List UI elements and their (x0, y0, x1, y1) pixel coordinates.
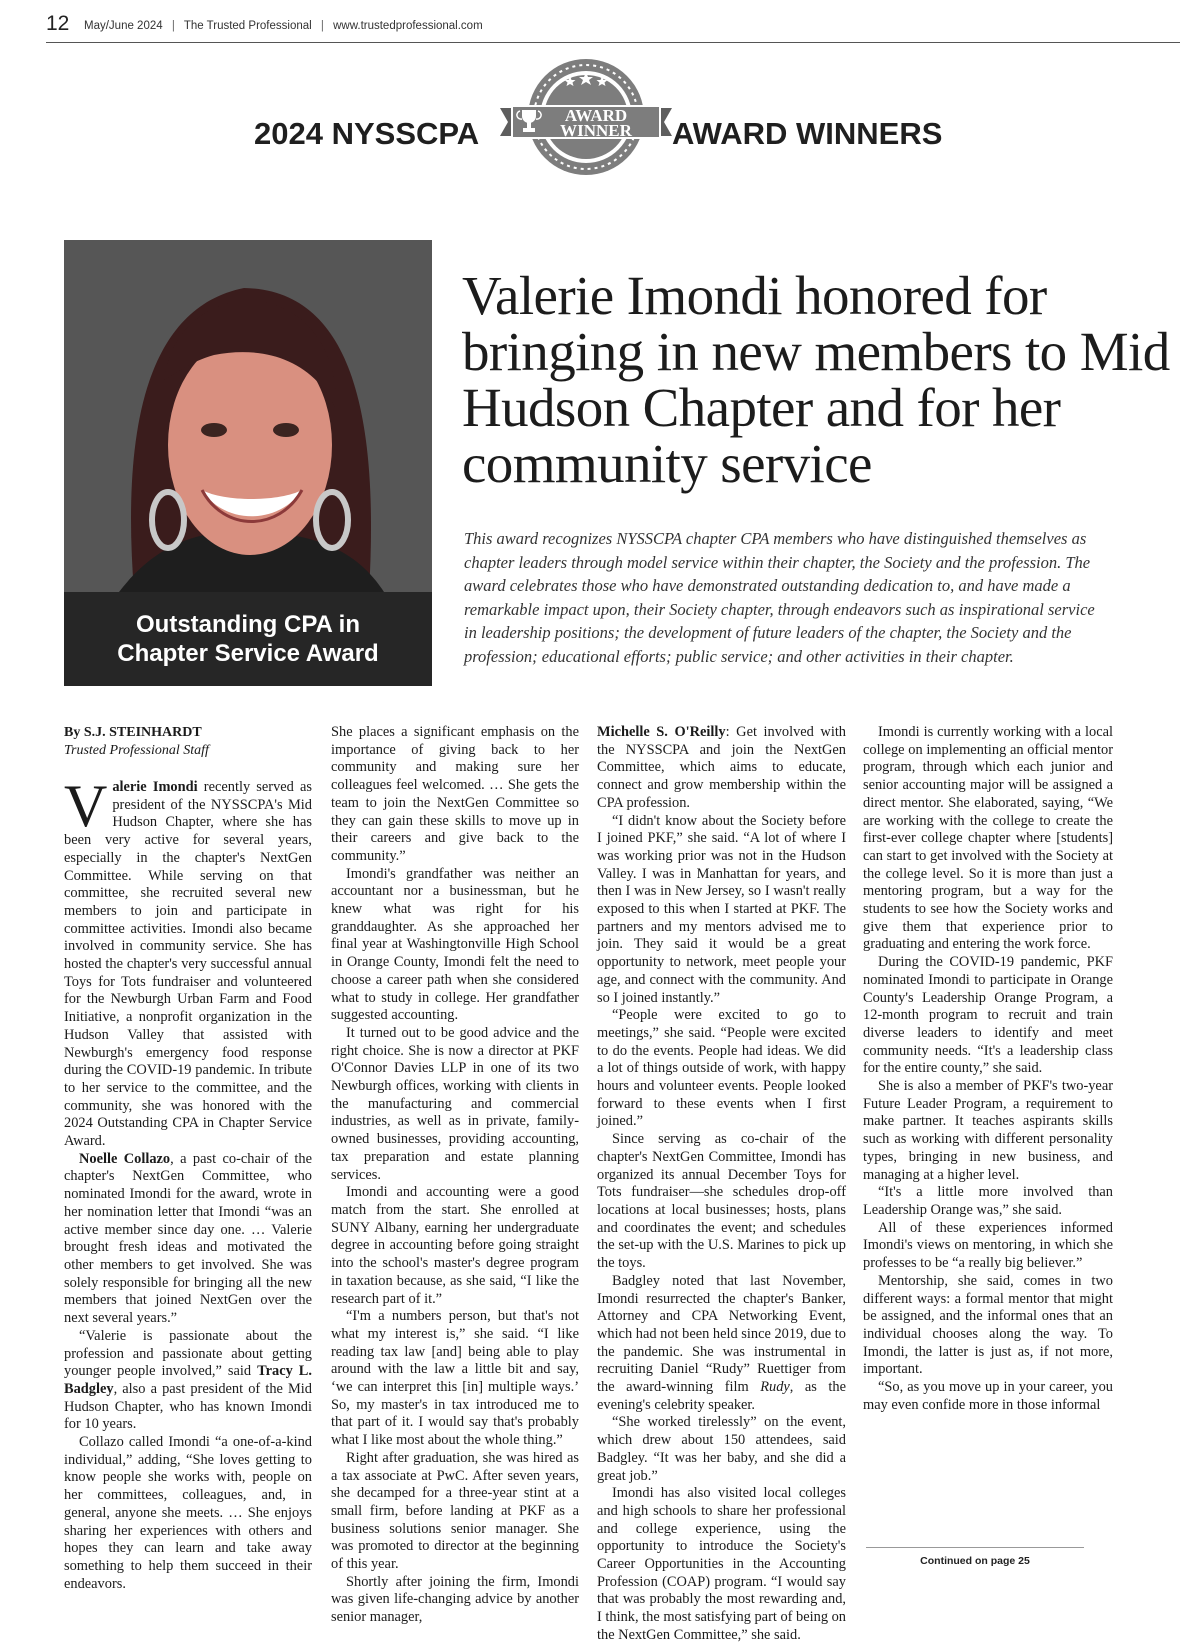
article-paragraph: Imondi is currently working with a local college on implementing an official mentor program, through which each junior and senior accounting major will be assigned a direct mentor. She elaborated, saying, “We are working with the college to create the first-ever college chapter where [students] can start to get involved with the Society at the college level. So it is more than just a mentoring program, but a way for the students to see how the Society works and give them that experience prior to graduating and entering the work force. (863, 724, 1113, 953)
byline (64, 724, 314, 760)
banner-left-text: 2024 NYSSCPA (254, 116, 480, 151)
article-paragraph: “So, as you move up in your career, you may even confide more in those informal (863, 1379, 1113, 1413)
continued-notice[interactable]: Continued on page 25 (920, 1555, 1030, 1567)
article-column-2 (331, 724, 579, 1626)
website-link[interactable]: www.trustedprofessional.com (333, 20, 483, 32)
award-caption (64, 592, 432, 686)
article-paragraph: “It's a little more involved than Leadership Orange was,” she said. (863, 1184, 1113, 1218)
badge-line1: AWARD (564, 106, 628, 125)
award-banner (0, 58, 1200, 176)
badge-line2: WINNER (560, 121, 632, 140)
publication-name: The Trusted Professional (183, 20, 312, 32)
article-paragraph: “I'm a numbers person, but that's not what my interest is,” she said. “I like reading tax law [and] being able to play around with the law a little bit and say, ‘we can interpret this [in] multiple ways.’ So, my master's in tax introduced me to that part of it. I would say that's probably what I like most about the whole thing.” (331, 1308, 579, 1449)
drop-cap: V (64, 773, 108, 839)
article-paragraph: She places a significant emphasis on the importance of giving back to her community and making sure her colleagues feel welcomed. … She gets the team to join the NextGen Committee so they can gain these skills to move up in their careers and give back to the community.” (331, 724, 579, 864)
article-paragraph: It turned out to be good advice and the right choice. She is now a director at PKF O'Connor Davies LLP in one of its two Newburgh offices, working with clients in the manufacturing and commercial industries, as well as in private, family-owned businesses, providing accounting, tax preparation and estate planning services. (331, 1024, 579, 1183)
article-paragraph: Imondi and accounting were a good match from the start. She enrolled at SUNY Albany, earning her undergraduate degree in accounting before going straight into the school's master's degree program in taxation because, as she said, “I like the research part of it.” (331, 1184, 579, 1307)
article-paragraph: “She worked tirelessly” on the event, which drew about 150 attendees, said Badgley. “It was her baby, and she did a great job.” (597, 1414, 846, 1484)
issue-date: May/June 2024 (84, 20, 163, 32)
continued-divider (866, 1547, 1084, 1548)
portrait-illustration (64, 240, 432, 592)
award-winner-badge (500, 58, 672, 176)
article-paragraph: Valerie Imondi recently served as president of the NYSSCPA's Mid Hudson Chapter, where she has been very active for several years, especially in the chapter's NextGen Committee. While serving on that committee, she recruited several new members to join and participate in committee activities. Imondi also became involved in community service. She has hosted the chapter's very successful annual Toys for Tots fundraiser and volunteered for the Newburgh Urban Farm and Food Initiative, a nonprofit organization in the Hudson Valley that assisted with Newburgh's emergency food response during the COVID-19 pandemic. In tribute to her service to the committee, and the community, she was honored with the 2024 Outstanding CPA in Chapter Service Award. (64, 773, 312, 1150)
folio-separator: | (320, 20, 324, 32)
article-paragraph: Shortly after joining the firm, Imondi was given life-changing advice by another senior manager, (331, 1573, 579, 1626)
article-headline: Valerie Imondi honored for bringing in new members to Mid Hudson Chapter and for her community service (462, 265, 1170, 494)
article-paragraph: All of these experiences informed Imondi's views on mentoring, in which she professes to be “a really big believer.” (863, 1219, 1113, 1272)
page-folio (46, 14, 1180, 43)
article-paragraph: Michelle S. O'Reilly: Get involved with the NYSSCPA and join the NextGen Committee, which aims to educate, connect and grow membership within the CPA profession. (597, 724, 847, 811)
article-paragraph: Noelle Collazo, a past co-chair of the chapter's NextGen Committee, who nominated Imondi for the award, wrote in her nomination letter that Imondi “was an active member since day one. … Valerie brought fresh ideas and motivated the other members to get involved. She was solely responsible for bringing all the new members that joined NextGen over the next several years.” (64, 1150, 312, 1327)
article-paragraph: Imondi has also visited local colleges and high schools to share her professional and college experience, using the opportunity to introduce the Society's Career Opportunities in the Accounting Profession (COAP) program. “I would say that was probably the most rewarding and, I think, the most satisfying part of being on the NextGen Committee,” she said. (597, 1485, 847, 1643)
article-paragraph: “People were excited to go to meetings,” she said. “People were excited to do the events. People had ideas. We did a lot of things outside of work, with happy hours and volunteer events. People looked forward to these events when I first joined.” (597, 1007, 846, 1130)
folio-meta (84, 20, 489, 32)
article-column-3 (597, 724, 847, 1643)
author-role: Trusted Professional Staff (64, 743, 209, 758)
article-paragraph: During the COVID-19 pandemic, PKF nominated Imondi to participate in Orange County's Leadership Orange Program, a 12-month program to recruit and train diverse leaders to identify and meet community needs. “It's a leadership class for the entire county,” she said. (863, 954, 1113, 1077)
article-paragraph: “I didn't know about the Society before I joined PKF,” she said. “A lot of where I was working prior was not in the Hudson Valley. I was in Manhattan for years, and then I was in New Jersey, so I wasn't really exposed to this when I started at PKF. The partners and my mentors advised me to join. They said it would be a great opportunity to network, meet people your age, and connect with the community. And so I joined instantly.” (597, 812, 846, 1006)
author-name: By S.J. STEINHARDT (64, 725, 202, 740)
page-number: 12 (46, 12, 70, 35)
award-description: This award recognizes NYSSCPA chapter CPA members who have distinguished themselves as chapter leaders through model service within their chapter, the Society and the profession. The award celebrates those who have demonstrated outstanding dedication to, and have made a remarkable impact upon, their Society chapter, through endeavors such as inspirational service in leadership positions; the development of future leaders of the chapter, the Society and the profession; educational efforts; public service; and other activities in their chapter. (464, 529, 1095, 666)
article-column-4 (863, 724, 1113, 1539)
article-paragraph: Mentorship, she said, comes in two different ways: a formal mentor that might be assigned, and the informal ones that an individual chooses along the way. To Imondi, the latter is just as, if not more, important. (863, 1272, 1113, 1378)
article-paragraph: Badgley noted that last November, Imondi resurrected the chapter's Banker, Attorney and CPA Networking Event, which had not been held since 2019, due to the pandemic. She was instrumental in recruiting Daniel “Rudy” Ruettiger from the award-winning film Rudy, as the evening's celebrity speaker. (597, 1272, 846, 1413)
folio-separator: | (171, 20, 175, 32)
portrait-photo (64, 240, 432, 686)
article-paragraph: Right after graduation, she was hired as a tax associate at PwC. After seven years, she decamped for a three-year stint at a small firm, before landing at PKF as a business solutions senior manager. She was promoted to director at the beginning of this year. (331, 1449, 579, 1573)
banner-right-text: AWARD WINNERS (672, 116, 943, 151)
caption-line2: Chapter Service Award (117, 640, 379, 667)
article-paragraph: Imondi's grandfather was neither an accountant nor a businessman, but he knew what was right for his granddaughter. As she approached her final year at Washingtonville High School in Orange County, Imondi felt the need to choose a career path when she considered what to study in college. Her grandfather suggested accounting. (331, 865, 579, 1024)
article-paragraph: Since serving as co-chair of the chapter's NextGen Committee, Imondi has organized its annual December Toys for Tots fundraiser—she schedules drop-off locations at local businesses; hosts, plans and coordinates the event; and schedules the set-up with the U.S. Marines to pick up the toys. (597, 1131, 846, 1272)
article-paragraph: She is also a member of PKF's two-year Future Leader Program, a requirement to make partner. It teaches aspirants skills such as working with different personality types, bringing in new business, and managing at a higher level. (863, 1078, 1113, 1183)
article-paragraph: Collazo called Imondi “a one-of-a-kind individual,” adding, “She loves getting to know people she works with, people on her committees, colleagues, and, in general, anyone she meets. … She enjoys sharing her experiences with others and hopes they can learn and take away something to help them succeed in their endeavors. (64, 1434, 312, 1592)
caption-line1: Outstanding CPA in (136, 611, 360, 638)
article-paragraph: “Valerie is passionate about the profession and passionate about getting younger people involved,” said Tracy L. Badgley, also a past president of the Mid Hudson Chapter, who has known Imondi for 10 years. (64, 1327, 312, 1433)
article-column-1 (64, 773, 312, 1609)
